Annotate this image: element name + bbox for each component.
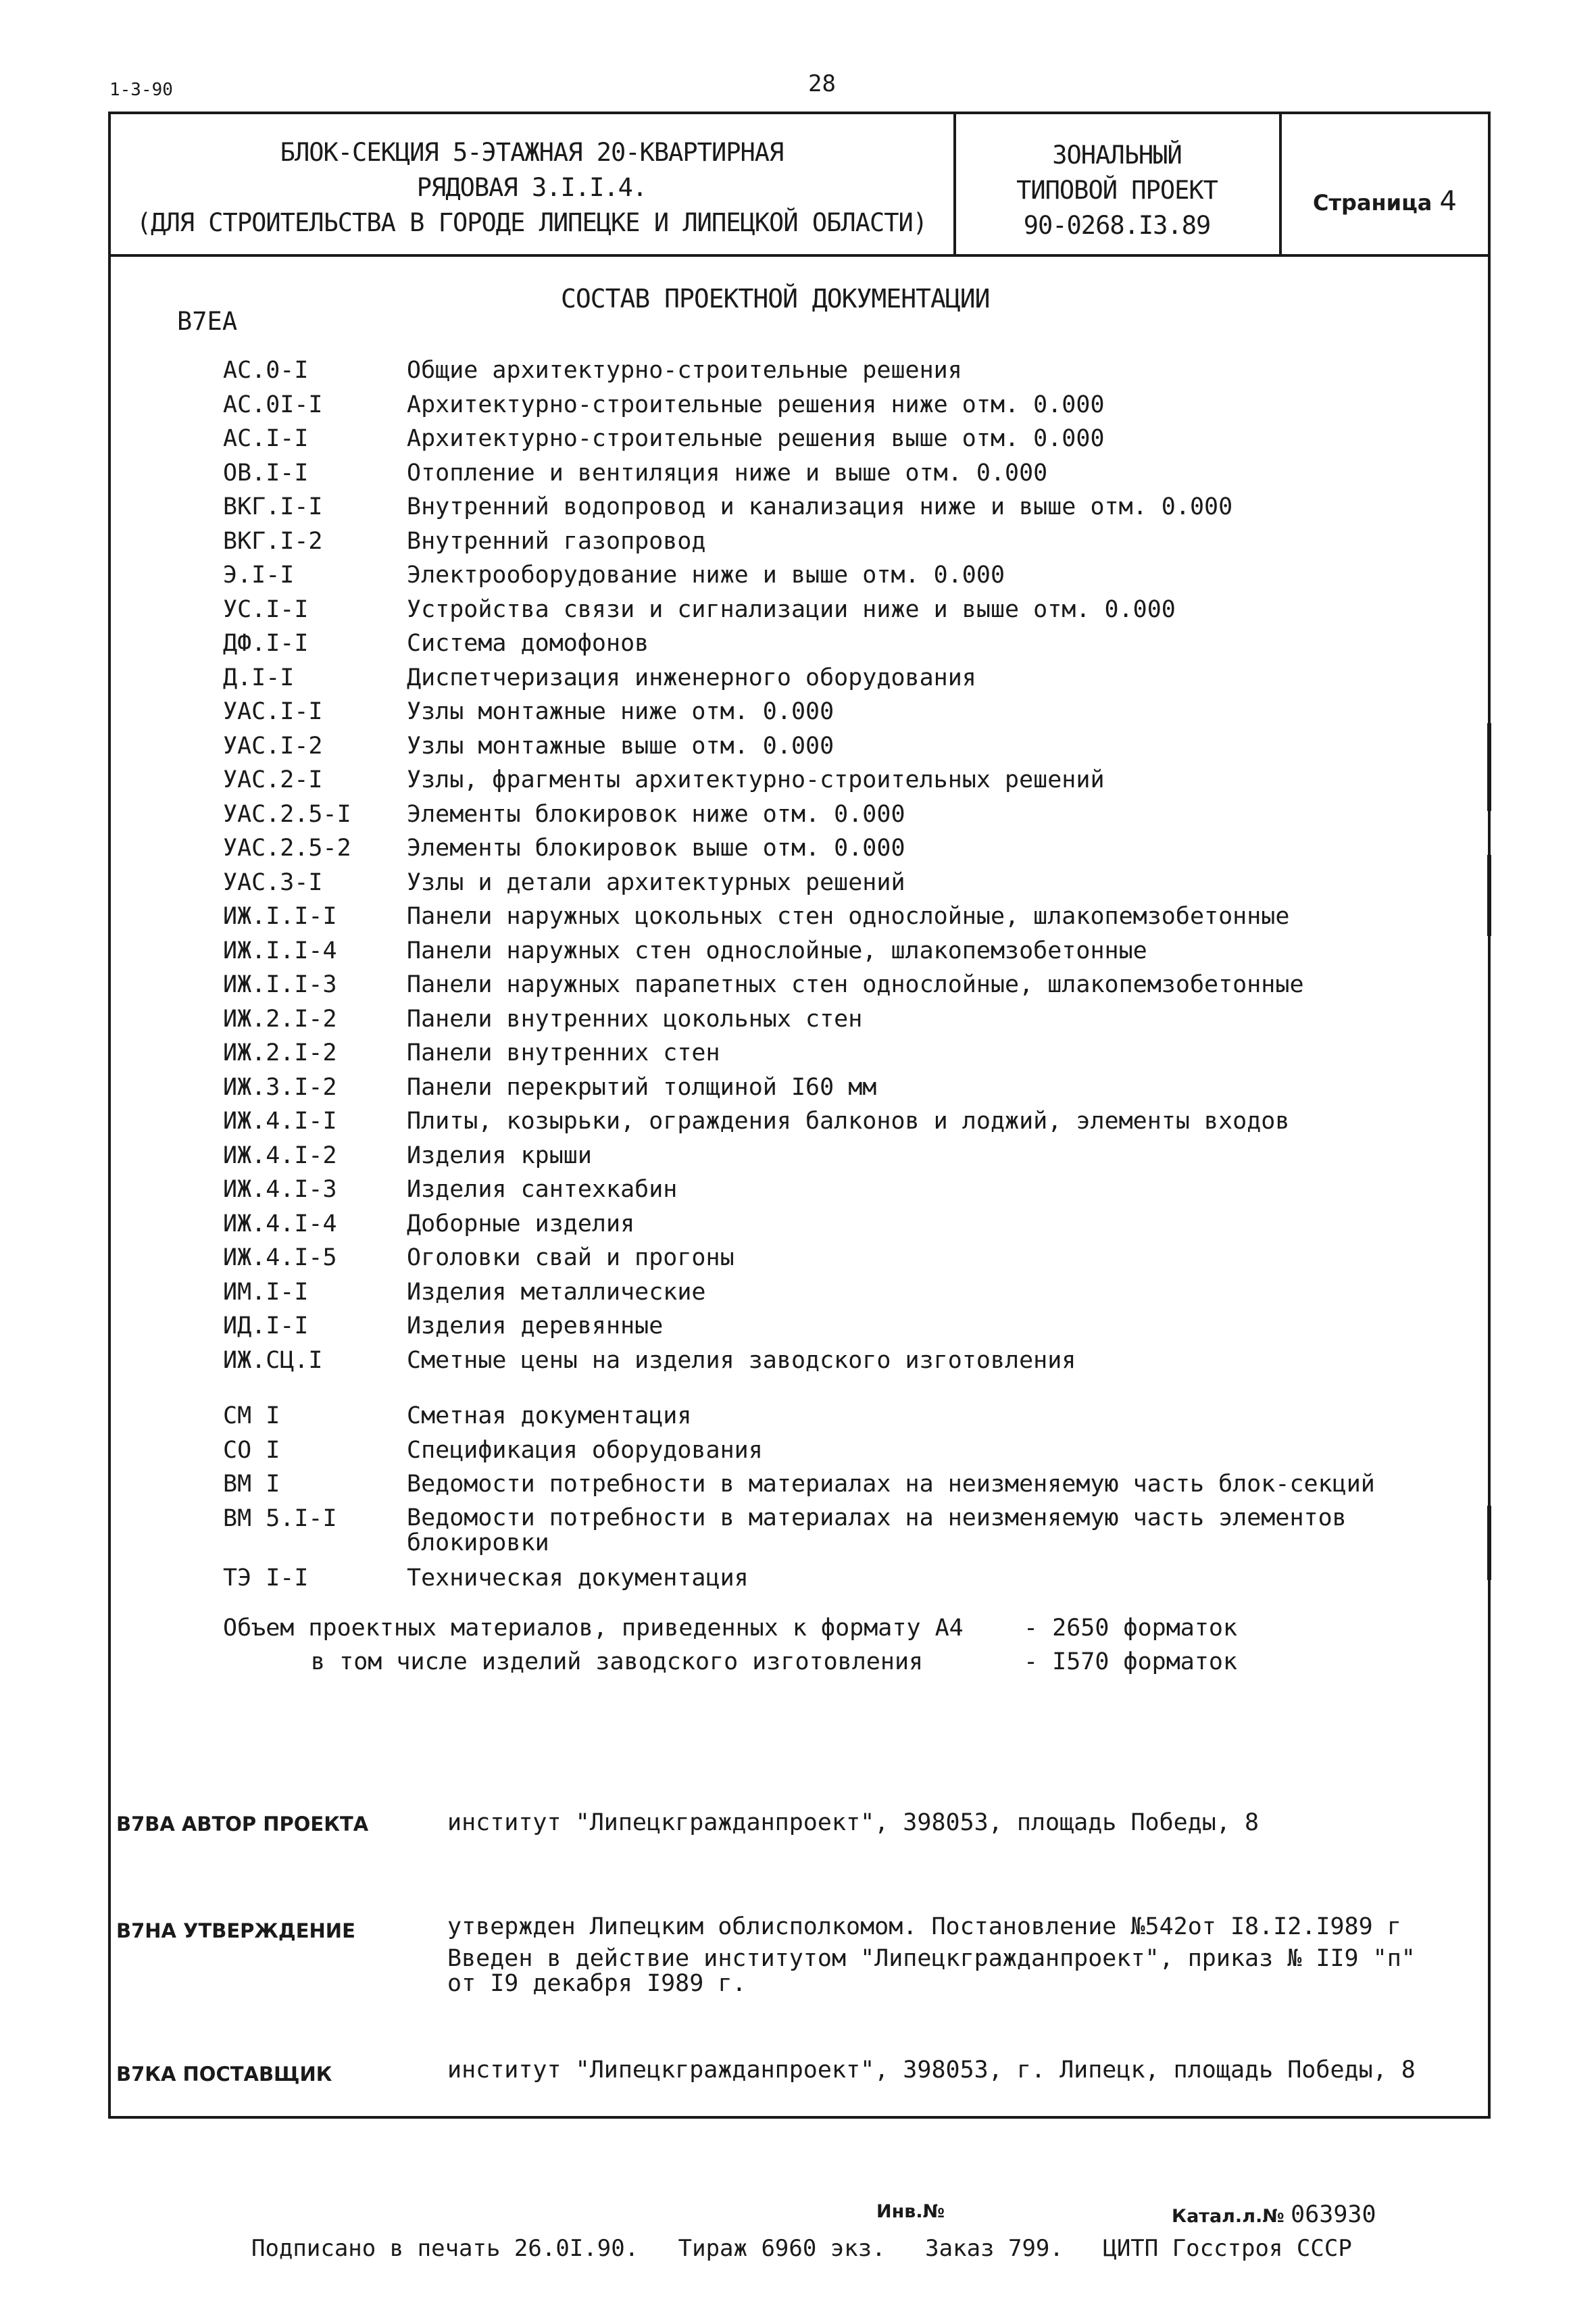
project-designation <box>956 138 1278 243</box>
section-title: СОСТАВ ПРОЕКТНОЙ ДОКУМЕНТАЦИИ <box>561 284 990 314</box>
document-code: ИЖ.I.I-I <box>223 903 337 930</box>
document-code: ИЖ.I.I-4 <box>223 937 337 964</box>
document-description: Панели наружных цокольных стен однослойные, шлакопемзобетонные <box>407 903 1290 930</box>
document-row <box>223 1399 1412 1433</box>
page-number: 28 <box>808 70 836 97</box>
document-description: Ведомости потребности в материалах на неизменяемую часть блок-секций <box>407 1471 1375 1498</box>
document-code: ВМ I <box>223 1471 280 1498</box>
document-row <box>223 1173 1412 1207</box>
project-line: ТИПОВОЙ ПРОЕКТ <box>1016 176 1218 205</box>
document-row <box>223 729 1412 764</box>
document-code: УАС.2.5-2 <box>223 835 351 862</box>
document-description: Плиты, козырьки, ограждения балконов и лоджий, элементы входов <box>407 1108 1290 1135</box>
document-row <box>223 1433 1412 1468</box>
document-description: Элементы блокировок выше отм. 0.000 <box>407 835 905 862</box>
imprint-line <box>251 2235 1378 2262</box>
document-description: Ведомости потребности в материалах на неизменяемую часть элементов блокировки <box>407 1504 1347 1556</box>
document-description: Панели наружных парапетных стен однослойные, шлакопемзобетонные <box>407 971 1304 998</box>
document-description: Система домофонов <box>407 630 649 657</box>
document-row <box>223 763 1412 797</box>
document-code: ВКГ.I-2 <box>223 527 323 555</box>
document-code: ИЖ.4.I-3 <box>223 1176 337 1203</box>
document-code: ИЖ.4.I-I <box>223 1108 337 1135</box>
document-list <box>223 353 1412 1595</box>
document-code: АС.0-I <box>223 357 309 384</box>
document-description: Устройства связи и сигнализации ниже и выше отм. 0.000 <box>407 595 1176 623</box>
document-code: ВМ 5.I-I <box>223 1504 337 1532</box>
document-row <box>223 695 1412 729</box>
document-description: Панели внутренних стен <box>407 1039 720 1066</box>
document-row <box>223 456 1412 491</box>
document-description: Узлы монтажные выше отм. 0.000 <box>407 732 834 760</box>
document-description: Отопление и вентиляция ниже и выше отм. 0.000 <box>407 459 1048 487</box>
title-line: РЯДОВАЯ 3.I.I.4. <box>416 173 647 202</box>
document-description: Оголовки свай и прогоны <box>407 1244 734 1271</box>
document-description: Панели перекрытий толщиной I60 мм <box>407 1073 877 1101</box>
document-code: Д.I-I <box>223 664 295 691</box>
imprint-order: Заказ 799. <box>925 2235 1064 2262</box>
approval-text <box>447 1910 1461 1997</box>
approval-label: В7НА УТВЕРЖДЕНИЕ <box>116 1919 355 1942</box>
approval-block <box>116 1910 1468 2011</box>
volume-total-value: - 2650 форматок <box>1024 1615 1238 1642</box>
document-code: УАС.I-2 <box>223 732 323 760</box>
title-line: (ДЛЯ СТРОИТЕЛЬСТВА В ГОРОДЕ ЛИПЕЦКЕ И ЛИПЕЦКОЙ ОБЛАСТИ) <box>136 208 928 237</box>
document-code: УАС.2.5-I <box>223 800 351 828</box>
document-description: Узлы монтажные ниже отм. 0.000 <box>407 698 834 725</box>
title-line: БЛОК-СЕКЦИЯ 5-ЭТАЖНАЯ 20-КВАРТИРНАЯ <box>280 138 784 167</box>
document-row <box>223 1241 1412 1275</box>
document-code: УАС.2-I <box>223 766 323 793</box>
document-code: АС.I-I <box>223 425 309 452</box>
document-code: ИД.I-I <box>223 1312 309 1339</box>
document-row <box>223 900 1412 934</box>
volume-sub-value: - I570 форматок <box>1024 1648 1238 1675</box>
page-label: Страница <box>1313 190 1432 216</box>
document-row <box>223 1104 1412 1139</box>
imprint-publisher: ЦИТП Госстроя СССР <box>1103 2235 1352 2262</box>
document-description: Сметные цены на изделия заводского изготовления <box>407 1346 1076 1374</box>
volume-total-row <box>223 1611 1237 1645</box>
document-code: ИЖ.I.I-3 <box>223 971 337 998</box>
document-description: Техническая документация <box>407 1564 749 1592</box>
document-row <box>223 593 1412 627</box>
project-line: ЗОНАЛЬНЫЙ <box>1052 141 1182 170</box>
section-code: В7ЕА <box>177 307 238 336</box>
scan-mark <box>1487 855 1491 936</box>
document-description: Изделия металлические <box>407 1278 706 1306</box>
imprint-signed: Подписано в печать 26.0I.90. <box>251 2235 639 2262</box>
inventory-number-label: Инв.№ <box>876 2201 945 2222</box>
approval-line: утвержден Липецким облисполкомом. Постановление №542от I8.I2.I989 г <box>447 1913 1401 1940</box>
document-row <box>223 1309 1412 1344</box>
document-row <box>223 968 1412 1002</box>
document-row <box>223 797 1412 832</box>
volume-total-label: Объем проектных материалов, приведенных к формату А4 <box>223 1615 964 1642</box>
volume-sub-label: в том числе изделий заводского изготовления <box>311 1648 924 1675</box>
document-code: УАС.I-I <box>223 698 323 725</box>
catalogue-number: 063930 <box>1291 2201 1376 2228</box>
document-row <box>223 626 1412 661</box>
document-code: ТЭ I-I <box>223 1564 309 1592</box>
page-indicator <box>1282 186 1488 217</box>
document-row <box>223 1070 1412 1105</box>
document-description: Панели внутренних цокольных стен <box>407 1005 863 1033</box>
document-code: ВКГ.I-I <box>223 493 323 520</box>
document-row <box>223 1139 1412 1173</box>
approval-line: от I9 декабря I989 г. <box>447 1970 747 1997</box>
author-block <box>116 1808 1468 1842</box>
scan-mark <box>1487 723 1491 811</box>
document-row <box>223 524 1412 559</box>
document-description: Изделия деревянные <box>407 1312 664 1339</box>
document-code: ИЖ.4.I-2 <box>223 1141 337 1169</box>
page-value: 4 <box>1439 186 1457 217</box>
document-row <box>223 934 1412 968</box>
document-row <box>223 558 1412 593</box>
volume-summary <box>223 1611 1237 1679</box>
document-description: Доборные изделия <box>407 1210 635 1237</box>
document-code: СО I <box>223 1436 280 1464</box>
document-description: Диспетчеризация инженерного оборудования <box>407 664 976 691</box>
document-row <box>223 1207 1412 1241</box>
author-label: В7ВА АВТОР ПРОЕКТА <box>116 1813 369 1836</box>
document-row <box>223 866 1412 900</box>
document-code: АС.0I-I <box>223 391 323 418</box>
document-row <box>223 422 1412 456</box>
document-description: Электрооборудование ниже и выше отм. 0.000 <box>407 562 1005 589</box>
project-line: 90-0268.I3.89 <box>1023 211 1211 240</box>
document-row <box>223 661 1412 695</box>
document-code: УС.I-I <box>223 595 309 623</box>
document-description: Панели наружных стен однослойные, шлакопемзобетонные <box>407 937 1147 964</box>
catalogue-sheet <box>1172 2201 1376 2228</box>
author-text: институт "Липецкгражданпроект", 398053, площадь Победы, 8 <box>447 1809 1260 1836</box>
document-row <box>223 1275 1412 1310</box>
document-row <box>223 1002 1412 1037</box>
document-code: ИМ.I-I <box>223 1278 309 1306</box>
header-divider-vertical <box>1279 112 1282 254</box>
document-row <box>223 1561 1412 1596</box>
approval-line: Введен в действие институтом "Липецкгражданпроект", приказ № II9 "п" <box>447 1945 1416 1972</box>
document-code: ОВ.I-I <box>223 459 309 487</box>
document-description: Спецификация оборудования <box>407 1436 763 1464</box>
document-description: Общие архитектурно-строительные решения <box>407 357 962 384</box>
header-divider <box>108 254 1491 257</box>
document-code: ИЖ.4.I-4 <box>223 1210 337 1237</box>
document-code: ИЖ.3.I-2 <box>223 1073 337 1101</box>
document-description: Архитектурно-строительные решения ниже отм. 0.000 <box>407 391 1105 418</box>
document-row <box>223 1502 1412 1561</box>
document-description: Сметная документация <box>407 1402 692 1429</box>
document-code: ИЖ.2.I-2 <box>223 1005 337 1033</box>
document-code: ДФ.I-I <box>223 630 309 657</box>
document-description: Элементы блокировок ниже отм. 0.000 <box>407 800 905 828</box>
document-code: ИЖ.СЦ.I <box>223 1346 323 1374</box>
supplier-label: В7КА ПОСТАВЩИК <box>116 2063 332 2086</box>
document-title <box>111 135 953 241</box>
document-description: Внутренний газопровод <box>407 527 706 555</box>
scan-mark <box>1487 1506 1491 1580</box>
document-description: Изделия крыши <box>407 1141 592 1169</box>
document-code: ИЖ.4.I-5 <box>223 1244 337 1271</box>
document-row <box>223 1467 1412 1502</box>
document-row <box>223 353 1412 388</box>
supplier-block <box>116 2056 1468 2090</box>
document-description: Узлы, фрагменты архитектурно-строительных решений <box>407 766 1105 793</box>
supplier-text: институт "Липецкгражданпроект", 398053, г. Липецк, площадь Победы, 8 <box>447 2057 1416 2084</box>
document-row <box>223 1344 1412 1378</box>
sheet-code: 1-3-90 <box>109 80 173 100</box>
document-description: Внутренний водопровод и канализация ниже и выше отм. 0.000 <box>407 493 1233 520</box>
document-description: Узлы и детали архитектурных решений <box>407 868 905 896</box>
document-row <box>223 388 1412 422</box>
volume-sub-row <box>223 1645 1237 1679</box>
document-code: Э.I-I <box>223 562 295 589</box>
list-gap <box>223 1377 1412 1399</box>
document-row <box>223 831 1412 866</box>
catalogue-label: Катал.л.№ <box>1172 2206 1285 2227</box>
document-description: Изделия сантехкабин <box>407 1176 678 1203</box>
document-description: Архитектурно-строительные решения выше отм. 0.000 <box>407 425 1105 452</box>
document-code: ИЖ.2.I-2 <box>223 1039 337 1066</box>
document-code: УАС.3-I <box>223 868 323 896</box>
document-row <box>223 490 1412 524</box>
imprint-run: Тираж 6960 экз. <box>678 2235 886 2262</box>
document-row <box>223 1036 1412 1070</box>
document-code: СМ I <box>223 1402 280 1429</box>
